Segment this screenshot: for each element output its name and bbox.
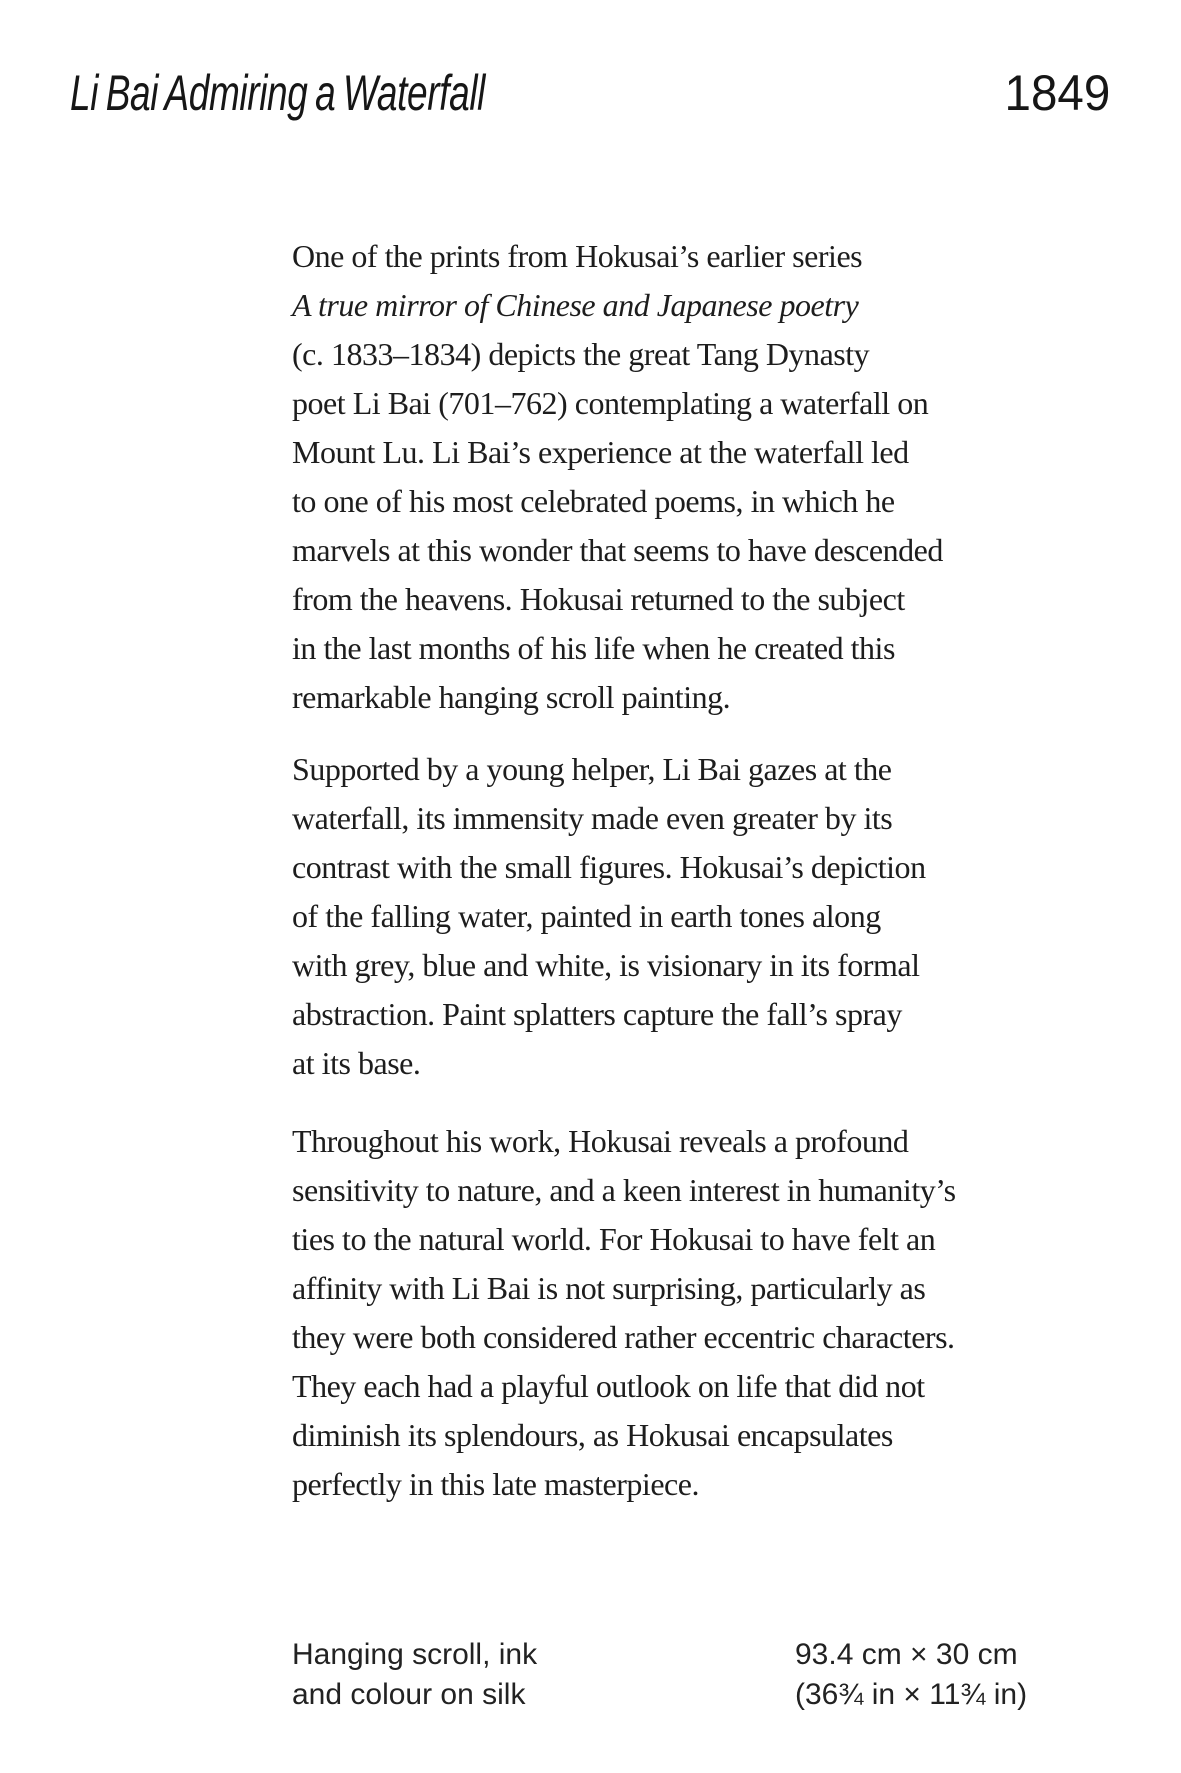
body-line: marvels at this wonder that seems to have descended [292, 532, 943, 568]
paragraph [292, 745, 926, 1088]
body-line: with grey, blue and white, is visionary in its formal [292, 947, 920, 983]
body-line: Throughout his work, Hokusai reveals a profound [292, 1123, 909, 1159]
body-line: to one of his most celebrated poems, in which he [292, 483, 895, 519]
caption-dimensions-line-1: 93.4 cm × 30 cm [795, 1638, 1018, 1671]
body-line: at its base. [292, 1045, 421, 1081]
body-line: perfectly in this late masterpiece. [292, 1466, 700, 1502]
body-line: A true mirror of Chinese and Japanese poetry [292, 287, 859, 323]
body-line: (c. 1833–1834) depicts the great Tang Dynasty [292, 336, 870, 372]
caption-materials-line-1: Hanging scroll, ink [292, 1638, 538, 1671]
page-title: Li Bai Admiring a Waterfall [70, 65, 486, 121]
body-line: abstraction. Paint splatters capture the fall’s spray [292, 996, 902, 1032]
page-year: 1849 [1004, 65, 1110, 121]
body-line: They each had a playful outlook on life that did not [292, 1368, 925, 1404]
paragraph [292, 232, 943, 722]
body-line: of the falling water, painted in earth tones along [292, 898, 881, 934]
caption-dimensions [795, 1635, 1027, 1715]
body-line: from the heavens. Hokusai returned to the subject [292, 581, 905, 617]
body-line: affinity with Li Bai is not surprising, particularly as [292, 1270, 926, 1306]
body-line: poet Li Bai (701–762) contemplating a waterfall on [292, 385, 929, 421]
body-line: waterfall, its immensity made even greater by its [292, 800, 893, 836]
body-line: in the last months of his life when he created this [292, 630, 895, 666]
body-line: Supported by a young helper, Li Bai gazes at the [292, 751, 892, 787]
caption-dimensions-line-2: (36¾ in × 11¾ in) [795, 1678, 1028, 1711]
body-line: ties to the natural world. For Hokusai to have felt an [292, 1221, 936, 1257]
paragraph [292, 1117, 956, 1509]
caption-materials-line-2: and colour on silk [292, 1678, 526, 1711]
body-line: One of the prints from Hokusai’s earlier series [292, 238, 863, 274]
body-line: Mount Lu. Li Bai’s experience at the waterfall led [292, 434, 909, 470]
body-line: they were both considered rather eccentric characters. [292, 1319, 955, 1355]
body-line: remarkable hanging scroll painting. [292, 679, 731, 715]
body-line: contrast with the small figures. Hokusai’s depiction [292, 849, 926, 885]
caption-materials [292, 1635, 537, 1715]
body-line: diminish its splendours, as Hokusai encapsulates [292, 1417, 893, 1453]
body-line: sensitivity to nature, and a keen interest in humanity’s [292, 1172, 956, 1208]
